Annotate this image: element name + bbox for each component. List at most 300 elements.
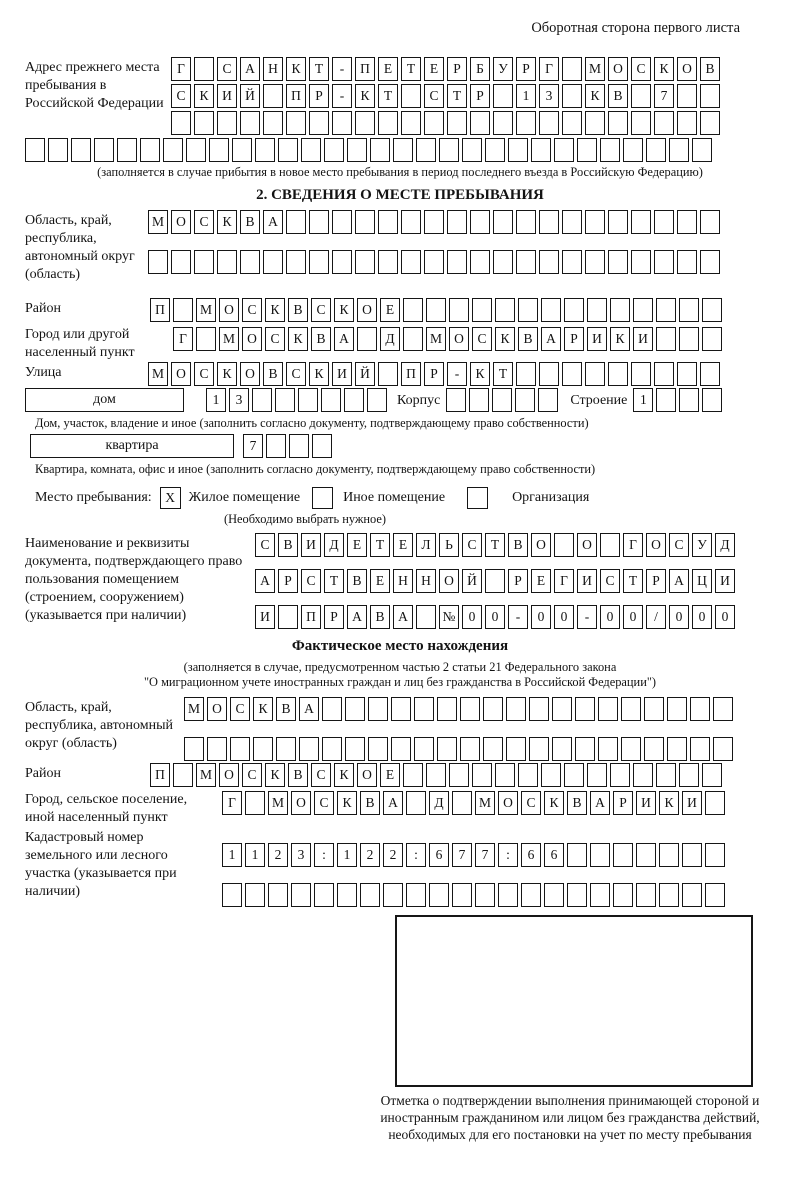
char-cell — [587, 298, 607, 322]
char-cell: Р — [447, 57, 467, 81]
char-cell — [291, 883, 311, 907]
char-cell — [275, 388, 295, 412]
char-cell — [345, 737, 365, 761]
char-cell — [469, 388, 489, 412]
char-cell: А — [393, 605, 413, 629]
char-cell: В — [278, 533, 298, 557]
char-cell — [623, 138, 643, 162]
char-cell — [600, 533, 620, 557]
char-cell: О — [171, 210, 191, 234]
street-label: Улица — [25, 365, 62, 380]
char-cell: 1 — [633, 388, 653, 412]
char-cell: Д — [715, 533, 735, 557]
char-row — [184, 697, 733, 721]
char-cell: - — [447, 362, 467, 386]
stay-type-label: Место пребывания: — [35, 490, 152, 505]
char-cell — [222, 883, 242, 907]
char-cell: К — [288, 327, 308, 351]
char-cell: И — [301, 533, 321, 557]
char-cell — [713, 737, 733, 761]
field-region — [25, 210, 775, 284]
char-row — [150, 763, 722, 787]
char-cell — [539, 210, 559, 234]
char-cell: С — [194, 362, 214, 386]
char-cell — [677, 111, 697, 135]
char-cell — [541, 763, 561, 787]
char-cell — [636, 883, 656, 907]
checkbox-residential: X — [160, 487, 181, 509]
char-cell — [472, 763, 492, 787]
char-row — [255, 569, 735, 593]
char-cell: О — [219, 298, 239, 322]
char-cell — [700, 84, 720, 108]
char-cell — [493, 84, 513, 108]
char-cell — [516, 362, 536, 386]
char-cell — [344, 388, 364, 412]
char-cell — [700, 362, 720, 386]
char-cell — [217, 111, 237, 135]
char-cell: Р — [613, 791, 633, 815]
char-cell: В — [360, 791, 380, 815]
char-cell: 0 — [554, 605, 574, 629]
char-cell: 2 — [360, 843, 380, 867]
char-cell: В — [263, 362, 283, 386]
option-residential-label: Жилое помещение — [188, 490, 301, 505]
char-cell: Д — [324, 533, 344, 557]
char-cell — [403, 327, 423, 351]
char-cell: О — [219, 763, 239, 787]
char-cell — [446, 388, 466, 412]
document-label: Наименование и реквизиты документа, подтверждающего право пользования помещением (строением, сооружением) (указывается при наличии) — [25, 536, 243, 623]
char-cell — [562, 111, 582, 135]
char-cell — [278, 605, 298, 629]
char-cell — [654, 111, 674, 135]
char-cell — [654, 250, 674, 274]
char-cell — [322, 737, 342, 761]
char-cell: Й — [462, 569, 482, 593]
checkbox-other-premises — [312, 487, 333, 509]
char-cell — [286, 210, 306, 234]
char-cell — [470, 210, 490, 234]
char-cell: Р — [424, 362, 444, 386]
char-cell: Г — [623, 533, 643, 557]
char-cell — [424, 111, 444, 135]
char-cell: С — [242, 763, 262, 787]
char-cell — [656, 298, 676, 322]
char-cell — [631, 111, 651, 135]
char-cell — [437, 697, 457, 721]
char-cell: А — [541, 327, 561, 351]
char-cell — [184, 737, 204, 761]
char-cell — [25, 138, 45, 162]
char-cell — [552, 737, 572, 761]
char-cell — [209, 138, 229, 162]
char-cell — [217, 250, 237, 274]
char-cell — [452, 883, 472, 907]
char-cell — [48, 138, 68, 162]
char-cell — [575, 697, 595, 721]
char-cell — [610, 763, 630, 787]
char-cell: М — [268, 791, 288, 815]
char-cell — [368, 737, 388, 761]
char-cell: К — [286, 57, 306, 81]
char-cell: К — [544, 791, 564, 815]
char-cell: В — [518, 327, 538, 351]
char-cell: Е — [393, 533, 413, 557]
char-row — [173, 327, 722, 351]
char-cell — [357, 327, 377, 351]
char-cell: С — [194, 210, 214, 234]
char-cell: К — [194, 84, 214, 108]
char-cell: А — [347, 605, 367, 629]
char-cell: 0 — [485, 605, 505, 629]
char-cell: Т — [370, 533, 390, 557]
field-cadastral — [25, 827, 775, 907]
char-cell: О — [608, 57, 628, 81]
char-cell: - — [332, 57, 352, 81]
char-cell: С — [311, 763, 331, 787]
char-cell: П — [401, 362, 421, 386]
char-cell — [702, 298, 722, 322]
city-label: Город или другой населенный пункт — [25, 327, 135, 360]
char-cell: К — [309, 362, 329, 386]
field-actual-region — [25, 697, 775, 761]
char-cell — [378, 250, 398, 274]
char-cell — [654, 210, 674, 234]
char-cell — [263, 250, 283, 274]
char-cell: В — [288, 298, 308, 322]
char-cell — [391, 737, 411, 761]
char-cell — [567, 843, 587, 867]
option-other-premises-label: Иное помещение — [343, 490, 446, 505]
char-cell — [401, 210, 421, 234]
char-cell — [554, 533, 574, 557]
char-cell: Ь — [439, 533, 459, 557]
char-cell: К — [337, 791, 357, 815]
char-cell — [240, 250, 260, 274]
char-cell — [631, 250, 651, 274]
region-rows — [148, 210, 720, 274]
char-cell — [667, 697, 687, 721]
char-cell — [631, 210, 651, 234]
char-row — [255, 605, 735, 629]
char-row — [184, 737, 733, 761]
char-cell — [713, 697, 733, 721]
actual-location-title: Фактическое место нахождения — [291, 638, 509, 654]
char-cell — [506, 697, 526, 721]
actual-location-note1: (заполняется в случае, предусмотренном частью 2 статьи 21 Федерального закона — [183, 660, 617, 674]
char-cell — [567, 883, 587, 907]
char-cell — [312, 434, 332, 458]
field-street — [25, 362, 775, 386]
char-cell — [659, 883, 679, 907]
actual-region-label: Область, край, республика, автономный округ (область) — [25, 700, 174, 751]
char-cell — [406, 791, 426, 815]
char-cell — [332, 111, 352, 135]
char-cell — [521, 883, 541, 907]
char-cell — [608, 362, 628, 386]
char-cell — [516, 250, 536, 274]
char-cell — [677, 362, 697, 386]
char-cell: М — [475, 791, 495, 815]
char-cell — [562, 250, 582, 274]
char-cell — [564, 298, 584, 322]
char-cell — [403, 298, 423, 322]
char-cell — [426, 298, 446, 322]
char-cell: Р — [516, 57, 536, 81]
char-cell: К — [217, 210, 237, 234]
char-cell: Т — [309, 57, 329, 81]
char-cell — [656, 327, 676, 351]
char-cell: Л — [416, 533, 436, 557]
actual-city-label: Город, сельское поселение, иной населенный пункт — [25, 792, 188, 825]
char-cell — [562, 362, 582, 386]
char-cell: Е — [347, 533, 367, 557]
char-cell: О — [242, 327, 262, 351]
char-cell: О — [171, 362, 191, 386]
char-cell: О — [357, 298, 377, 322]
char-cell — [148, 250, 168, 274]
char-cell: И — [255, 605, 275, 629]
char-cell: С — [255, 533, 275, 557]
cadastral-label: Кадастровый номер земельного или лесного участка (указывается при наличии) — [25, 830, 177, 899]
char-cell — [539, 250, 559, 274]
char-cell — [447, 111, 467, 135]
apartment-row — [30, 434, 775, 458]
korpus-label: Корпус — [397, 393, 441, 408]
stamp-caption: Отметка о подтверждении выполнения принимающей стороной и иностранным гражданином или лицом без гражданства действий, необходимых для его постановки на учет по месту пребывания — [380, 1093, 760, 1142]
char-cell: К — [265, 298, 285, 322]
char-cell — [608, 210, 628, 234]
char-cell — [575, 737, 595, 761]
char-cell — [383, 883, 403, 907]
char-cell — [613, 883, 633, 907]
char-cell — [140, 138, 160, 162]
char-cell — [253, 737, 273, 761]
char-cell — [702, 763, 722, 787]
char-cell — [186, 138, 206, 162]
char-cell: 3 — [291, 843, 311, 867]
char-row — [148, 362, 720, 386]
char-cell — [495, 763, 515, 787]
char-cell — [621, 737, 641, 761]
char-cell — [654, 362, 674, 386]
char-cell — [539, 111, 559, 135]
char-cell: 0 — [462, 605, 482, 629]
char-cell — [245, 883, 265, 907]
char-cell — [498, 883, 518, 907]
char-cell: С — [286, 362, 306, 386]
char-cell: О — [531, 533, 551, 557]
char-cell — [495, 298, 515, 322]
char-cell — [562, 84, 582, 108]
char-cell — [677, 210, 697, 234]
char-cell: О — [207, 697, 227, 721]
char-cell: О — [439, 569, 459, 593]
char-cell: К — [585, 84, 605, 108]
char-cell: П — [286, 84, 306, 108]
char-cell: 7 — [475, 843, 495, 867]
char-cell: 1 — [206, 388, 226, 412]
char-cell: Т — [378, 84, 398, 108]
char-cell: - — [508, 605, 528, 629]
cadastral-rows — [222, 843, 725, 907]
house-note: Дом, участок, владение и иное (заполнить согласно документу, подтверждающему право собственности) — [35, 416, 589, 430]
char-cell — [414, 697, 434, 721]
char-cell — [633, 763, 653, 787]
char-cell: У — [692, 533, 712, 557]
char-cell — [173, 763, 193, 787]
char-row — [243, 434, 332, 458]
char-cell: А — [240, 57, 260, 81]
char-cell — [679, 298, 699, 322]
char-cell — [470, 250, 490, 274]
char-cell — [439, 138, 459, 162]
char-cell — [470, 111, 490, 135]
char-cell — [230, 737, 250, 761]
char-cell — [416, 138, 436, 162]
char-cell — [667, 737, 687, 761]
char-cell: В — [347, 569, 367, 593]
char-cell: П — [150, 298, 170, 322]
char-cell: Т — [447, 84, 467, 108]
district-label: Район — [25, 301, 61, 316]
char-cell — [194, 111, 214, 135]
char-cell: Т — [324, 569, 344, 593]
char-cell — [633, 298, 653, 322]
char-cell — [544, 883, 564, 907]
char-cell: П — [355, 57, 375, 81]
char-cell — [541, 298, 561, 322]
char-cell — [621, 697, 641, 721]
char-cell — [171, 250, 191, 274]
char-cell — [518, 298, 538, 322]
char-cell — [585, 111, 605, 135]
char-cell — [472, 298, 492, 322]
char-cell — [403, 763, 423, 787]
char-cell — [656, 763, 676, 787]
char-cell: Е — [424, 57, 444, 81]
char-cell — [367, 388, 387, 412]
house-row — [25, 388, 775, 413]
char-cell: О — [449, 327, 469, 351]
char-cell — [475, 883, 495, 907]
char-cell — [268, 883, 288, 907]
char-cell: К — [355, 84, 375, 108]
char-cell: С — [265, 327, 285, 351]
char-cell — [252, 388, 272, 412]
char-cell — [598, 737, 618, 761]
char-cell: Т — [401, 57, 421, 81]
char-cell — [337, 883, 357, 907]
char-cell: Е — [370, 569, 390, 593]
char-cell — [163, 138, 183, 162]
char-cell — [286, 111, 306, 135]
actual-region-rows — [184, 697, 733, 761]
char-cell: 2 — [383, 843, 403, 867]
char-cell — [554, 138, 574, 162]
char-cell — [207, 737, 227, 761]
char-cell — [483, 697, 503, 721]
char-cell: Р — [470, 84, 490, 108]
char-cell: 1 — [337, 843, 357, 867]
char-cell — [426, 763, 446, 787]
char-cell: В — [508, 533, 528, 557]
char-cell: Р — [646, 569, 666, 593]
char-cell — [539, 362, 559, 386]
char-cell — [278, 138, 298, 162]
actual-location-note2: "О миграционном учете иностранных граждан и лиц без гражданства в Российской Федерации") — [143, 675, 657, 689]
char-cell — [679, 388, 699, 412]
char-cell — [702, 388, 722, 412]
char-cell — [529, 697, 549, 721]
char-cell: В — [276, 697, 296, 721]
char-cell — [590, 843, 610, 867]
char-cell: Й — [355, 362, 375, 386]
char-cell: И — [636, 791, 656, 815]
char-cell — [321, 388, 341, 412]
char-cell — [610, 298, 630, 322]
stamp-box — [395, 915, 753, 1087]
char-cell: С — [424, 84, 444, 108]
char-cell: О — [577, 533, 597, 557]
char-cell: О — [240, 362, 260, 386]
char-cell — [276, 737, 296, 761]
char-cell — [355, 210, 375, 234]
char-cell: С — [669, 533, 689, 557]
char-cell: 3 — [539, 84, 559, 108]
option-organization-label: Организация — [512, 490, 590, 505]
char-cell: К — [334, 298, 354, 322]
char-cell: Б — [470, 57, 490, 81]
stay-type-note: (Необходимо выбрать нужное) — [223, 512, 387, 526]
char-cell: М — [148, 362, 168, 386]
char-cell — [449, 763, 469, 787]
char-cell: С — [462, 533, 482, 557]
char-cell — [598, 697, 618, 721]
char-cell: М — [585, 57, 605, 81]
char-cell — [452, 791, 472, 815]
char-cell: 1 — [222, 843, 242, 867]
char-cell: И — [633, 327, 653, 351]
char-cell: - — [332, 84, 352, 108]
char-cell — [585, 250, 605, 274]
char-cell — [531, 138, 551, 162]
char-cell: С — [242, 298, 262, 322]
char-cell — [309, 210, 329, 234]
char-cell — [360, 883, 380, 907]
char-cell — [493, 210, 513, 234]
char-cell — [117, 138, 137, 162]
char-cell: Е — [380, 298, 400, 322]
char-cell — [631, 84, 651, 108]
char-row — [446, 388, 558, 412]
char-cell: М — [219, 327, 239, 351]
char-cell — [378, 210, 398, 234]
char-cell — [196, 327, 216, 351]
char-cell: С — [631, 57, 651, 81]
char-cell — [529, 737, 549, 761]
char-row — [148, 250, 720, 274]
char-cell: Е — [380, 763, 400, 787]
char-cell — [679, 763, 699, 787]
char-cell — [493, 111, 513, 135]
char-cell — [690, 737, 710, 761]
char-cell: К — [334, 763, 354, 787]
char-cell: У — [493, 57, 513, 81]
char-cell: 6 — [544, 843, 564, 867]
char-cell: Д — [429, 791, 449, 815]
